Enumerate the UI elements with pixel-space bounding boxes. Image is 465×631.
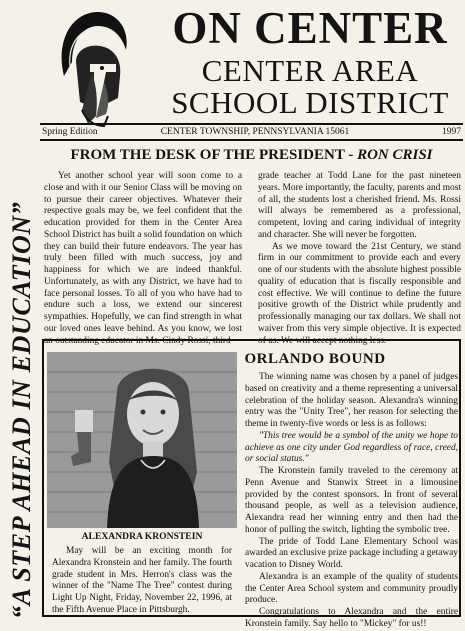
orlando-paragraph: Congratulations to Alexandra and the entire Kronstein family. Say hello to "Mickey" for us!! [245, 607, 458, 629]
location-label: CENTER TOWNSHIP, PENNSYLVANIA 15061 [160, 127, 350, 137]
orlando-paragraph: May will be an exciting month for Alexandra Kronstein and her family. The fourth grade student in Mrs. Herron's class was the winner of the "Name The Tree" contest during Light Up Night, Friday, November 22, 1996, at the Fifth Avenue Place in Pittsburgh. [52, 546, 232, 615]
president-paragraph: As we move toward the 21st Century, we stand firm in our commitment to provide each and every one of our students with the absolute highest possible quality of education that is fiscally responsible and cost effective. We will continue to define the future positive growth of the District while prudently and professionally managing our tax dollars. We shall not waiver from this very simple objective. It is expected of us. We will accept nothing less. [258, 241, 461, 346]
year-label: 1997 [442, 127, 461, 137]
president-heading-text: FROM THE DESK OF THE PRESIDENT - [70, 147, 358, 163]
orlando-column-right [245, 372, 458, 629]
date-bar [40, 123, 463, 141]
orlando-column-left [52, 546, 232, 614]
edition-label: Spring Edition [42, 127, 98, 137]
president-column-right [258, 171, 461, 346]
district-name-line2: SCHOOL DISTRICT [171, 85, 449, 120]
orlando-paragraph: Alexandra is an example of the quality of students the Center Area School system and community proudly produce. [245, 571, 458, 606]
vertical-slogan: “A STEP AHEAD IN EDUCATION” [7, 201, 36, 619]
newsletter-title: ON CENTER [172, 3, 448, 53]
orlando-paragraph: The pride of Todd Lane Elementary School was awarded an exclusive prize package including a getaway vacation to Disney World. [245, 536, 458, 570]
winning-entry-quote: "This tree would be a symbol of the unity we hope to achieve as one city under God regardless of race, creed, or social status." [245, 430, 458, 465]
president-paragraph: grade teacher at Todd Lane for the past nineteen years. More importantly, the faculty, parents and most of all, the students lost a cherished friend. Ms. Rossi will always be remembered as a professional, competent, loving and caring individual of integrity and character. She will never be forgotten. [258, 171, 461, 240]
president-name: RON CRISI [357, 147, 433, 163]
orlando-heading: ORLANDO BOUND [244, 351, 386, 367]
president-column-left [44, 171, 242, 346]
orlando-paragraph: The Kronstein family traveled to the ceremony at Penn Avenue and Stanwix Street in a limousine provided by the contest sponsors. In front of several thousand people, as well as a television audience, Alexandra read her winning entry and then had the honor of pulling the switch, lighting the symbolic tree. [245, 466, 458, 535]
student-photo [47, 352, 237, 528]
orlando-paragraph: The winning name was chosen by a panel of judges based on creativity and a theme representing a universal celebration of the holiday season. Alexandra's winning entry was the "Unity Tree", her reason for selecting the theme in twenty-five words or less is as follows: [245, 372, 458, 429]
president-heading [40, 146, 463, 164]
spartan-helmet-icon [46, 6, 134, 130]
photo-caption: ALEXANDRA KRONSTEIN [81, 531, 203, 542]
district-name-line1: CENTER AREA [201, 53, 419, 88]
president-paragraph: Yet another school year will soon come to a close and with it our Senior Class will be moving on to pursue their career objectives. Whatever their respective goals may be, we feel confident that the education provided for them in the Center Area School District has built a solid foundation on which they can build their future endeavors. The year has truly been filled with much success, joy and happiness for which we are indeed thankful. Unfortunately, as with any District, we have had to face personal losses. To all of you who have had to endure such a loss, we extend our sincerest sympathies. Hopefully, we can find strength in what our loved ones leave behind. As you know, we lost an outstanding educator in Ms. Cindy Rossi, third [44, 171, 242, 346]
